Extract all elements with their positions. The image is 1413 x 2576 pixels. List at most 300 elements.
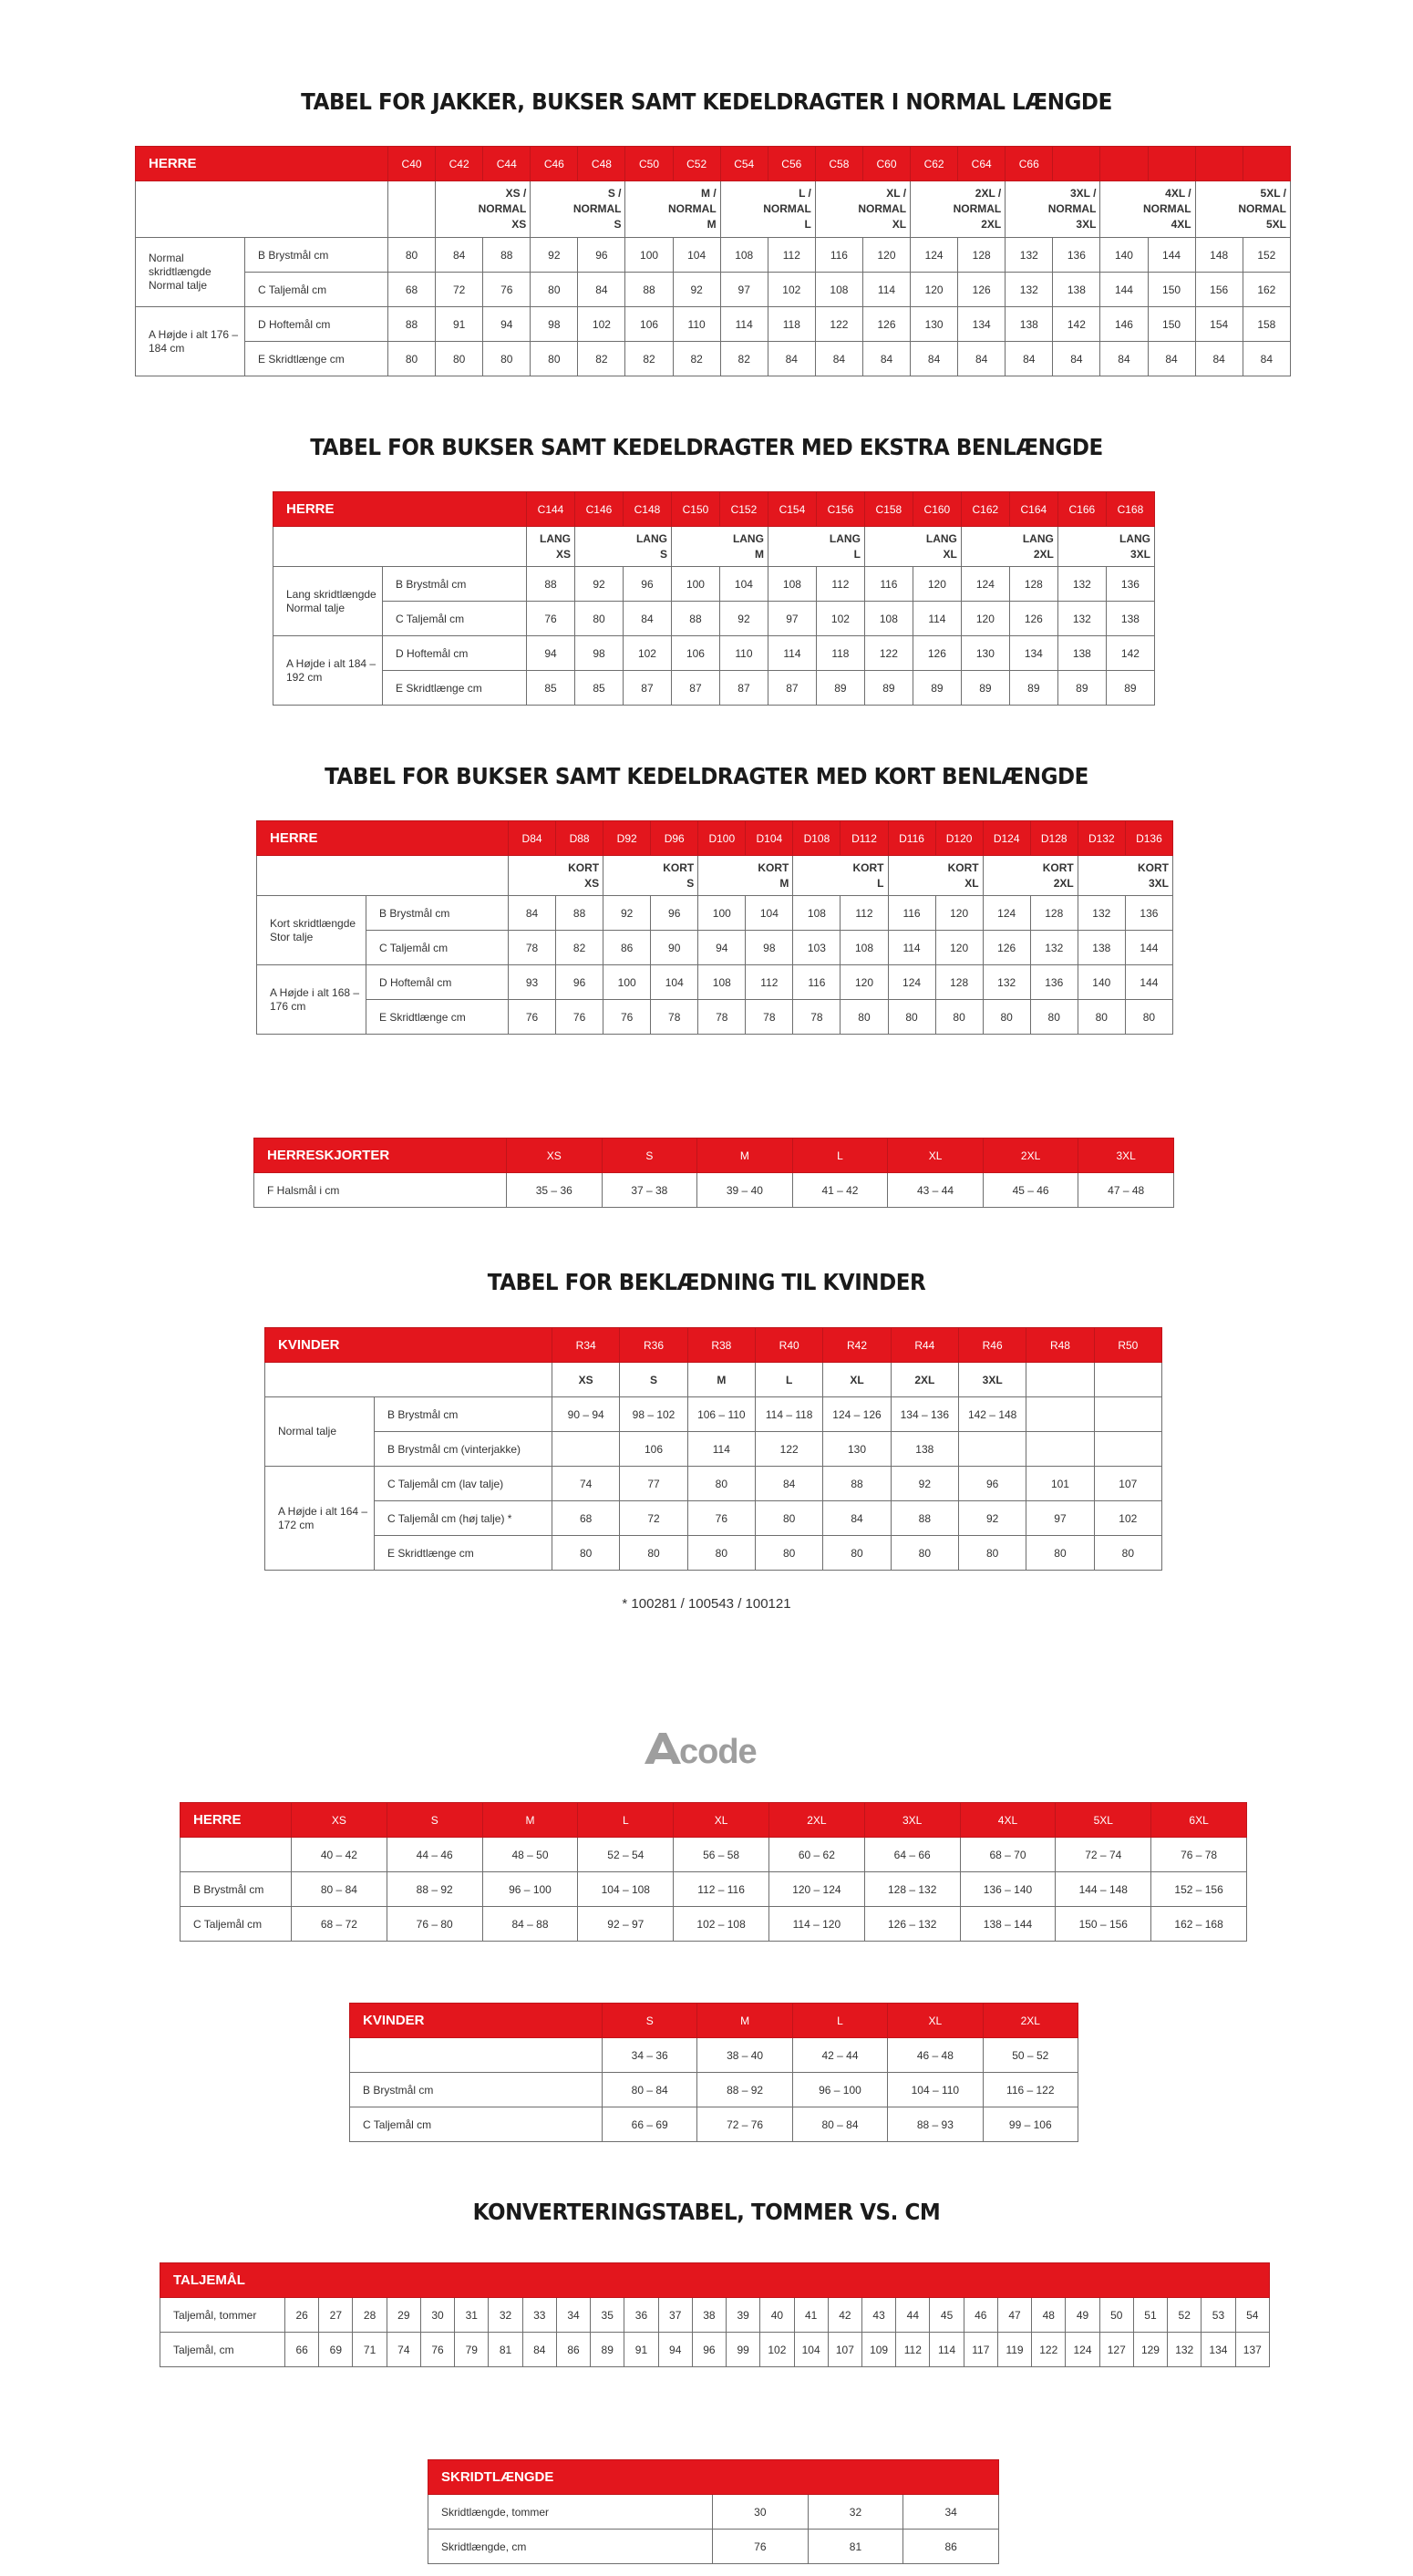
cell-value: 88 – 93 — [888, 2107, 983, 2142]
measure-value: 80 — [388, 238, 436, 273]
cell-value: 104 – 108 — [578, 1872, 674, 1907]
measure-label: D Hoftemål cm — [245, 307, 388, 342]
cell-value: 112 – 116 — [674, 1872, 769, 1907]
cell-value: 104 – 110 — [888, 2073, 983, 2107]
measure-label: C Taljemål cm — [366, 931, 509, 965]
measure-value: 130 — [823, 1432, 891, 1467]
measure-value: 140 — [1078, 965, 1125, 1000]
cell-value: 116 – 122 — [983, 2073, 1078, 2107]
cell-value: 107 — [828, 2333, 861, 2367]
size-label: M — [697, 2004, 792, 2038]
measure-value: 150 — [1148, 307, 1195, 342]
size-label-line: L / — [799, 187, 811, 200]
size-label-line: 2XL — [981, 218, 1002, 231]
measure-value: 122 — [756, 1432, 823, 1467]
size-label: XS — [292, 1803, 387, 1838]
size-label-line: 2XL — [1053, 876, 1074, 890]
shirts-header: HERRESKJORTER — [254, 1139, 507, 1173]
cell-value: 86 — [556, 2333, 590, 2367]
measure-value: 68 — [388, 273, 436, 307]
cell-value: 76 — [713, 2530, 809, 2564]
measure-value: 118 — [816, 636, 864, 671]
cell-value: 69 — [319, 2333, 353, 2367]
shirt-size: 3XL — [1078, 1139, 1174, 1173]
row-label: Taljemål, cm — [160, 2333, 285, 2367]
measure-value: 76 — [556, 1000, 603, 1035]
size-label: 6XL — [1151, 1803, 1247, 1838]
measure-value: 87 — [719, 671, 768, 706]
measure-value: 132 — [1030, 931, 1078, 965]
cell-value: 76 – 78 — [1151, 1838, 1247, 1872]
measure-label: B Brystmål cm — [375, 1397, 552, 1432]
row-label: C Taljemål cm — [180, 1907, 292, 1942]
measure-value: 89 — [1057, 671, 1106, 706]
size-code: C150 — [671, 492, 719, 527]
measure-value: 84 — [1006, 342, 1053, 376]
cell-value: 114 – 120 — [768, 1907, 864, 1942]
measure-value — [1026, 1397, 1094, 1432]
measure-value: 144 — [1148, 238, 1195, 273]
size-label: XS — [552, 1363, 620, 1397]
measure-value: 80 — [1030, 1000, 1078, 1035]
cell-value: 38 – 40 — [697, 2038, 792, 2073]
measure-value: 116 — [888, 896, 935, 931]
cell-value: 81 — [808, 2530, 903, 2564]
measure-value: 78 — [651, 1000, 698, 1035]
measure-value: 104 — [673, 238, 720, 273]
size-code: C62 — [911, 147, 958, 181]
cell-value: 94 — [658, 2333, 692, 2367]
cell-value: 41 — [794, 2298, 828, 2333]
table-jacket-normal — [135, 146, 1291, 376]
size-label: XL — [823, 1363, 891, 1397]
row-label — [180, 1838, 292, 1872]
cell-value: 129 — [1133, 2333, 1167, 2367]
measure-value: 89 — [913, 671, 961, 706]
table-header-title: HERRE — [136, 147, 388, 181]
group-label: A Højde i alt 176 – 184 cm — [136, 307, 245, 376]
measure-value: 92 — [719, 602, 768, 636]
cell-value: 88 – 92 — [697, 2073, 792, 2107]
measure-value: 80 — [756, 1536, 823, 1571]
measure-value: 144 — [1125, 965, 1172, 1000]
cell-value: 32 — [808, 2495, 903, 2530]
size-label — [625, 181, 720, 238]
size-code: R34 — [552, 1328, 620, 1363]
cell-value: 42 — [828, 2298, 861, 2333]
size-label: 2XL — [768, 1803, 864, 1838]
size-code: C156 — [816, 492, 864, 527]
measure-value: 80 — [891, 1536, 958, 1571]
cell-value: 34 — [556, 2298, 590, 2333]
size-label — [768, 527, 864, 567]
size-label-line: NORMAL — [478, 202, 527, 215]
size-label-line: L — [877, 876, 884, 890]
cell-value: 31 — [455, 2298, 489, 2333]
measure-value: 114 — [862, 273, 910, 307]
measure-value: 80 — [1026, 1536, 1094, 1571]
table-women — [264, 1327, 1162, 1571]
measure-value: 106 – 110 — [687, 1397, 755, 1432]
cell-value: 91 — [624, 2333, 658, 2367]
size-code: C154 — [768, 492, 816, 527]
measure-label: D Hoftemål cm — [383, 636, 527, 671]
measure-value: 94 — [483, 307, 531, 342]
measure-value: 132 — [1006, 273, 1053, 307]
measure-value: 98 — [531, 307, 578, 342]
size-code: D116 — [888, 821, 935, 856]
measure-value: 80 — [436, 342, 483, 376]
measure-value — [1026, 1432, 1094, 1467]
shirt-size: 2XL — [983, 1139, 1078, 1173]
measure-value: 82 — [720, 342, 768, 376]
measure-value: 88 — [483, 238, 531, 273]
size-label: L — [578, 1803, 674, 1838]
cell-value: 71 — [353, 2333, 387, 2367]
measure-value: 80 — [841, 1000, 888, 1035]
size-code: R44 — [891, 1328, 958, 1363]
cell-value: 104 — [794, 2333, 828, 2367]
measure-value: 138 — [1106, 602, 1154, 636]
size-label — [1026, 1363, 1094, 1397]
cell-value: 126 – 132 — [864, 1907, 960, 1942]
size-label-line: NORMAL — [858, 202, 907, 215]
measure-value: 88 — [527, 567, 575, 602]
cell-value: 150 – 156 — [1056, 1907, 1151, 1942]
measure-value: 87 — [623, 671, 671, 706]
measure-value: 84 — [509, 896, 556, 931]
measure-value: 108 — [720, 238, 768, 273]
group-label: Normal talje — [265, 1397, 375, 1467]
size-label-line: KORT — [568, 860, 600, 874]
measure-value: 97 — [768, 602, 816, 636]
measure-value: 110 — [719, 636, 768, 671]
measure-value: 96 — [651, 896, 698, 931]
size-label — [983, 856, 1078, 896]
measure-value: 90 – 94 — [552, 1397, 620, 1432]
measure-value: 114 — [720, 307, 768, 342]
measure-value: 92 — [603, 896, 651, 931]
size-label — [1057, 527, 1154, 567]
size-code: C162 — [961, 492, 1009, 527]
table-shirts — [253, 1138, 1174, 1208]
size-code: R40 — [756, 1328, 823, 1363]
cell-value: 48 – 50 — [482, 1838, 578, 1872]
measure-value: 88 — [625, 273, 673, 307]
measure-value: 103 — [793, 931, 841, 965]
size-label-line: KORT — [947, 860, 979, 874]
size-code: R38 — [687, 1328, 755, 1363]
size-code: D96 — [651, 821, 698, 856]
size-code: D124 — [983, 821, 1030, 856]
measure-value: 132 — [983, 965, 1030, 1000]
heading-jacket-normal: TABEL FOR JAKKER, BUKSER SAMT KEDELDRAGTER I NORMAL LÆNGDE — [301, 88, 1112, 115]
size-label — [815, 181, 910, 238]
size-label-line: KORT — [1138, 860, 1169, 874]
measure-value: 108 — [864, 602, 913, 636]
size-code: C144 — [527, 492, 575, 527]
size-code: D108 — [793, 821, 841, 856]
size-label-line: XS — [511, 218, 527, 231]
measure-value: 128 — [958, 238, 1006, 273]
size-code: C50 — [625, 147, 673, 181]
measure-value: 118 — [768, 307, 815, 342]
size-label: 3XL — [864, 1803, 960, 1838]
measure-value: 76 — [687, 1501, 755, 1536]
measure-value: 138 — [891, 1432, 958, 1467]
measure-value: 84 — [911, 342, 958, 376]
measure-label: E Skridtlænge cm — [245, 342, 388, 376]
measure-value: 80 — [483, 342, 531, 376]
measure-value: 142 – 148 — [958, 1397, 1026, 1432]
cell-value: 56 – 58 — [674, 1838, 769, 1872]
heading-women: TABEL FOR BEKLÆDNING TIL KVINDER — [487, 1269, 926, 1295]
cell-value: 114 — [930, 2333, 964, 2367]
size-label-line: NORMAL — [953, 202, 1002, 215]
cell-value: 46 — [964, 2298, 997, 2333]
table-header-title: HERRE — [257, 821, 509, 856]
measure-value: 89 — [1106, 671, 1154, 706]
measure-label: C Taljemål cm — [383, 602, 527, 636]
cell-value: 68 – 72 — [292, 1907, 387, 1942]
measure-value: 76 — [603, 1000, 651, 1035]
measure-value: 84 — [1053, 342, 1100, 376]
cell-value: 53 — [1202, 2298, 1235, 2333]
measure-value: 112 — [746, 965, 793, 1000]
size-label — [1078, 856, 1172, 896]
measure-value: 162 — [1243, 273, 1290, 307]
measure-value: 142 — [1053, 307, 1100, 342]
measure-value: 124 — [983, 896, 1030, 931]
size-label-line: S / — [607, 187, 622, 200]
measure-value: 88 — [671, 602, 719, 636]
measure-value: 138 — [1006, 307, 1053, 342]
measure-value: 78 — [698, 1000, 746, 1035]
table-header-title: TALJEMÅL — [160, 2263, 1270, 2298]
cell-value: 136 – 140 — [960, 1872, 1056, 1907]
measure-value: 72 — [436, 273, 483, 307]
measure-value: 120 — [862, 238, 910, 273]
measure-value: 96 — [623, 567, 671, 602]
measure-value: 84 — [1195, 342, 1243, 376]
size-label: 5XL — [1056, 1803, 1151, 1838]
cell-value: 86 — [903, 2530, 999, 2564]
size-label — [509, 856, 603, 896]
measure-value: 120 — [961, 602, 1009, 636]
measure-value: 84 — [436, 238, 483, 273]
measure-value: 80 — [552, 1536, 620, 1571]
cell-value: 76 — [420, 2333, 454, 2367]
measure-value: 122 — [815, 307, 862, 342]
acode-logo-text: code — [679, 1733, 757, 1767]
cell-value: 39 — [727, 2298, 760, 2333]
measure-value: 100 — [698, 896, 746, 931]
size-code: C56 — [768, 147, 815, 181]
cell-value: 96 – 100 — [482, 1872, 578, 1907]
measure-value: 80 — [1078, 1000, 1125, 1035]
size-label: S — [387, 1803, 482, 1838]
measure-value: 136 — [1125, 896, 1172, 931]
measure-value: 124 — [911, 238, 958, 273]
size-code: C160 — [913, 492, 961, 527]
cell-value: 84 — [522, 2333, 556, 2367]
measure-value: 148 — [1195, 238, 1243, 273]
size-label-line: XL — [892, 218, 907, 231]
table-header-title: KVINDER — [265, 1328, 552, 1363]
measure-value: 100 — [603, 965, 651, 1000]
cell-value: 47 — [997, 2298, 1031, 2333]
size-code — [1053, 147, 1100, 181]
size-label-line: KORT — [758, 860, 789, 874]
table-header-title: HERRE — [180, 1803, 292, 1838]
size-label-line: LANG — [1119, 531, 1150, 545]
row-label: Skridtlængde, tommer — [428, 2495, 713, 2530]
measure-value — [1094, 1397, 1161, 1432]
measure-value: 138 — [1078, 931, 1125, 965]
measure-value: 92 — [531, 238, 578, 273]
cell-value: 26 — [285, 2298, 319, 2333]
cell-value: 119 — [997, 2333, 1031, 2367]
size-label-line: LANG — [1022, 531, 1054, 545]
size-label: 3XL — [958, 1363, 1026, 1397]
measure-value: 102 — [623, 636, 671, 671]
size-label-line: LANG — [540, 531, 571, 545]
cell-value: 144 – 148 — [1056, 1872, 1151, 1907]
size-code: C48 — [578, 147, 625, 181]
measure-value: 132 — [1006, 238, 1053, 273]
measure-label: B Brystmål cm — [366, 896, 509, 931]
measure-value: 108 — [841, 931, 888, 965]
measure-value: 150 — [1148, 273, 1195, 307]
size-label-line: 3XL — [1129, 547, 1150, 561]
measure-label: C Taljemål cm (høj talje) * — [375, 1501, 552, 1536]
size-label-line: XS — [584, 876, 600, 890]
size-label: 2XL — [891, 1363, 958, 1397]
cell-value: 99 — [727, 2333, 760, 2367]
measure-value — [958, 1432, 1026, 1467]
cell-value: 40 – 42 — [292, 1838, 387, 1872]
measure-value: 84 — [815, 342, 862, 376]
cell-value: 54 — [1235, 2298, 1269, 2333]
measure-value: 88 — [556, 896, 603, 931]
size-label — [531, 181, 625, 238]
measure-value — [1094, 1432, 1161, 1467]
measure-value: 102 — [816, 602, 864, 636]
neck-value: 43 – 44 — [888, 1173, 984, 1208]
size-code: D112 — [841, 821, 888, 856]
size-code: C42 — [436, 147, 483, 181]
size-code — [1100, 147, 1148, 181]
measure-label: B Brystmål cm — [245, 238, 388, 273]
measure-value: 85 — [575, 671, 624, 706]
measure-value: 76 — [527, 602, 575, 636]
cell-value: 72 – 74 — [1056, 1838, 1151, 1872]
size-code: R48 — [1026, 1328, 1094, 1363]
measure-value: 84 — [756, 1467, 823, 1501]
measure-value: 80 — [983, 1000, 1030, 1035]
size-label-line: LANG — [732, 531, 764, 545]
size-label-line: 4XL / — [1165, 187, 1191, 200]
cell-value: 34 — [903, 2495, 999, 2530]
size-label-line: S — [686, 876, 695, 890]
measure-value: 120 — [935, 896, 983, 931]
size-label-line: LANG — [829, 531, 861, 545]
measure-value: 126 — [913, 636, 961, 671]
size-row-label — [136, 181, 388, 238]
size-code — [1148, 147, 1195, 181]
measure-value: 89 — [961, 671, 1009, 706]
size-label-line: KORT — [1042, 860, 1074, 874]
measure-value: 87 — [768, 671, 816, 706]
size-code — [1195, 147, 1243, 181]
group-label: Lang skridtlængde Normal talje — [273, 567, 383, 636]
measure-value: 84 — [768, 342, 815, 376]
size-label-line: XL / — [886, 187, 907, 200]
measure-value: 116 — [793, 965, 841, 1000]
neck-value: 35 – 36 — [507, 1173, 603, 1208]
size-label — [1006, 181, 1100, 238]
measure-value: 96 — [578, 238, 625, 273]
measure-value: 128 — [1030, 896, 1078, 931]
measure-value: 122 — [864, 636, 913, 671]
cell-value: 80 – 84 — [603, 2073, 697, 2107]
cell-value: 68 – 70 — [960, 1838, 1056, 1872]
cell-value: 102 — [760, 2333, 794, 2367]
group-label: Normal skridtlængde Normal talje — [136, 238, 245, 307]
measure-value: 100 — [671, 567, 719, 602]
size-label — [671, 527, 768, 567]
measure-value: 134 – 136 — [891, 1397, 958, 1432]
measure-value: 132 — [1057, 567, 1106, 602]
measure-value: 68 — [552, 1501, 620, 1536]
size-label-line: 2XL — [1033, 547, 1054, 561]
cell-value: 29 — [387, 2298, 420, 2333]
measure-value: 74 — [552, 1467, 620, 1501]
measure-value: 92 — [575, 567, 624, 602]
measure-value: 110 — [673, 307, 720, 342]
cell-value: 49 — [1066, 2298, 1099, 2333]
size-label — [864, 527, 961, 567]
size-label-line: LANG — [925, 531, 957, 545]
measure-value: 92 — [673, 273, 720, 307]
measure-value: 136 — [1030, 965, 1078, 1000]
size-label — [603, 856, 698, 896]
measure-value: 84 — [862, 342, 910, 376]
measure-value: 114 — [687, 1432, 755, 1467]
size-label: M — [482, 1803, 578, 1838]
size-code: C146 — [575, 492, 624, 527]
measure-value: 134 — [958, 307, 1006, 342]
neck-value: 37 – 38 — [602, 1173, 697, 1208]
size-code: C60 — [862, 147, 910, 181]
size-label-line: M — [779, 876, 789, 890]
size-code: D88 — [556, 821, 603, 856]
measure-value: 89 — [864, 671, 913, 706]
cell-value: 30 — [420, 2298, 454, 2333]
measure-value: 128 — [935, 965, 983, 1000]
size-code: C40 — [388, 147, 436, 181]
cell-value: 88 – 92 — [387, 1872, 482, 1907]
shirt-size: M — [697, 1139, 793, 1173]
cell-value: 72 – 76 — [697, 2107, 792, 2142]
measure-value: 126 — [1009, 602, 1057, 636]
size-label-line: XL — [964, 876, 979, 890]
measure-value: 154 — [1195, 307, 1243, 342]
measure-value: 132 — [1057, 602, 1106, 636]
cell-value: 66 — [285, 2333, 319, 2367]
measure-value: 144 — [1100, 273, 1148, 307]
measure-value: 106 — [620, 1432, 687, 1467]
